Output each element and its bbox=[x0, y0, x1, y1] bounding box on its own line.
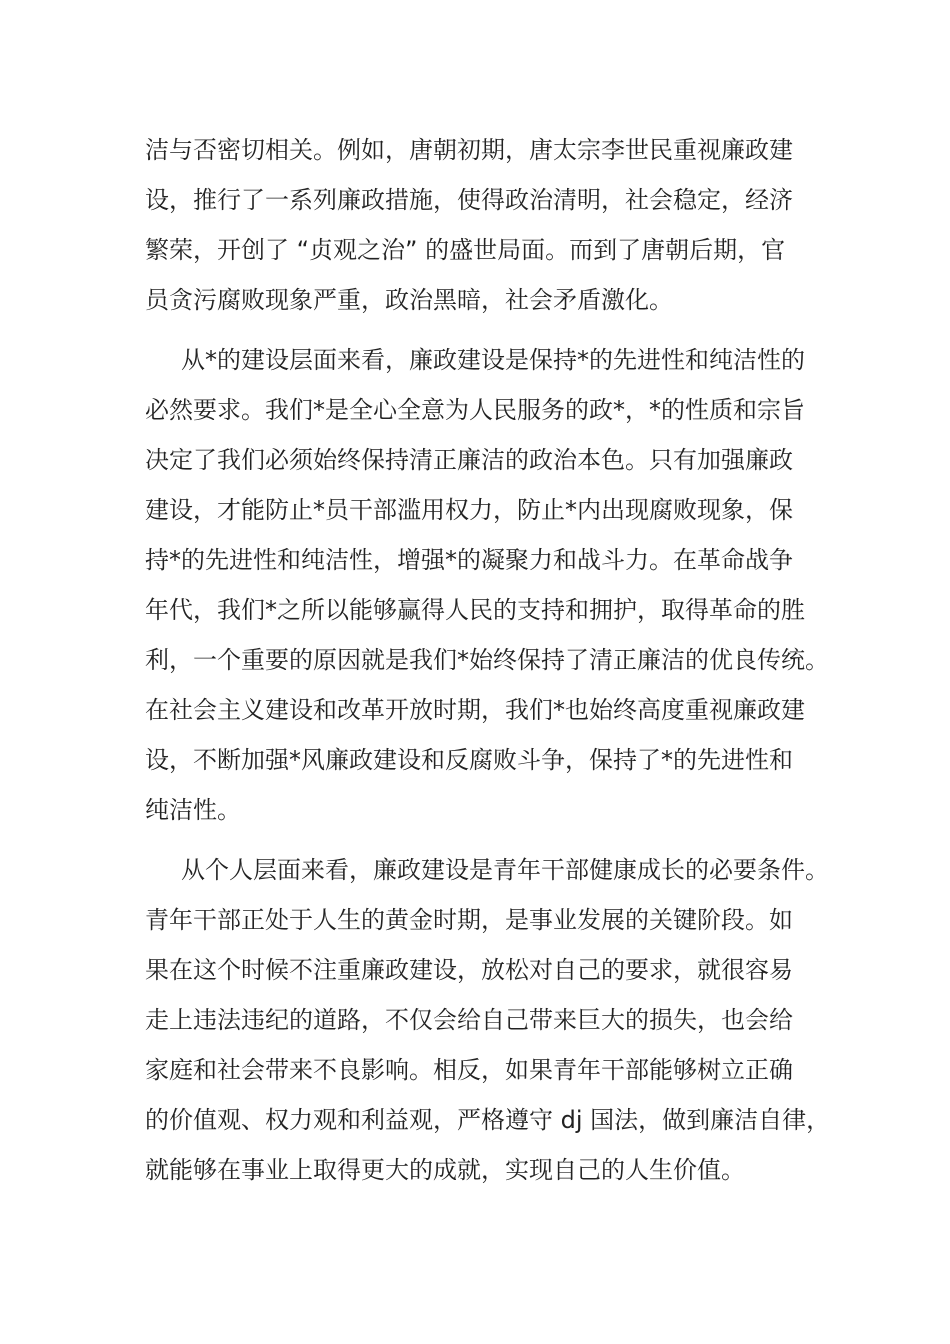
text-line: 走上违法违纪的道路，不仅会给自己带来巨大的损失，也会给 bbox=[145, 1006, 793, 1034]
text-line: 果在这个时候不注重廉政建设，放松对自己的要求，就很容易 bbox=[145, 956, 793, 984]
text-line: 必然要求。我们*是全心全意为人民服务的政*，*的性质和宗旨 bbox=[145, 396, 805, 424]
text-line: 从*的建设层面来看，廉政建设是保持*的先进性和纯洁性的 bbox=[181, 346, 805, 374]
text-line: 繁荣，开创了 “贞观之治” 的盛世局面。而到了唐朝后期，官 bbox=[145, 236, 786, 264]
text-line: 设，不断加强*风廉政建设和反腐败斗争，保持了*的先进性和 bbox=[145, 746, 793, 774]
text-line: 持*的先进性和纯洁性，增强*的凝聚力和战斗力。在革命战争 bbox=[145, 546, 793, 574]
text-line: 决定了我们必须始终保持清正廉洁的政治本色。只有加强廉政 bbox=[145, 446, 793, 474]
text-line: 利，一个重要的原因就是我们*始终保持了清正廉洁的优良传统。 bbox=[145, 646, 829, 674]
text-line: 年代，我们*之所以能够赢得人民的支持和拥护，取得革命的胜 bbox=[145, 596, 805, 624]
text-line: 洁与否密切相关。例如，唐朝初期，唐太宗李世民重视廉政建 bbox=[145, 136, 793, 164]
text-line: 家庭和社会带来不良影响。相反，如果青年干部能够树立正确 bbox=[145, 1056, 793, 1084]
text-line: 设，推行了一系列廉政措施，使得政治清明，社会稳定，经济 bbox=[145, 186, 793, 214]
document-body bbox=[145, 125, 831, 1205]
text-line: 从个人层面来看，廉政建设是青年干部健康成长的必要条件。 bbox=[181, 856, 829, 884]
text-line: 青年干部正处于人生的黄金时期，是事业发展的关键阶段。如 bbox=[145, 906, 793, 934]
text-line: 纯洁性。 bbox=[145, 796, 241, 824]
text-line: 在社会主义建设和改革开放时期，我们*也始终高度重视廉政建 bbox=[145, 696, 805, 724]
text-line: 员贪污腐败现象严重，政治黑暗，社会矛盾激化。 bbox=[145, 286, 673, 314]
paragraph-2 bbox=[145, 335, 829, 835]
text-line: 就能够在事业上取得更大的成就，实现自己的人生价值。 bbox=[145, 1156, 745, 1184]
text-line: 的价值观、权力观和利益观，严格遵守 dj 国法，做到廉洁自律， bbox=[145, 1106, 831, 1134]
paragraph-1 bbox=[145, 125, 825, 325]
text-line: 建设，才能防止*员干部滥用权力，防止*内出现腐败现象，保 bbox=[145, 496, 793, 524]
paragraph-3 bbox=[145, 845, 831, 1195]
